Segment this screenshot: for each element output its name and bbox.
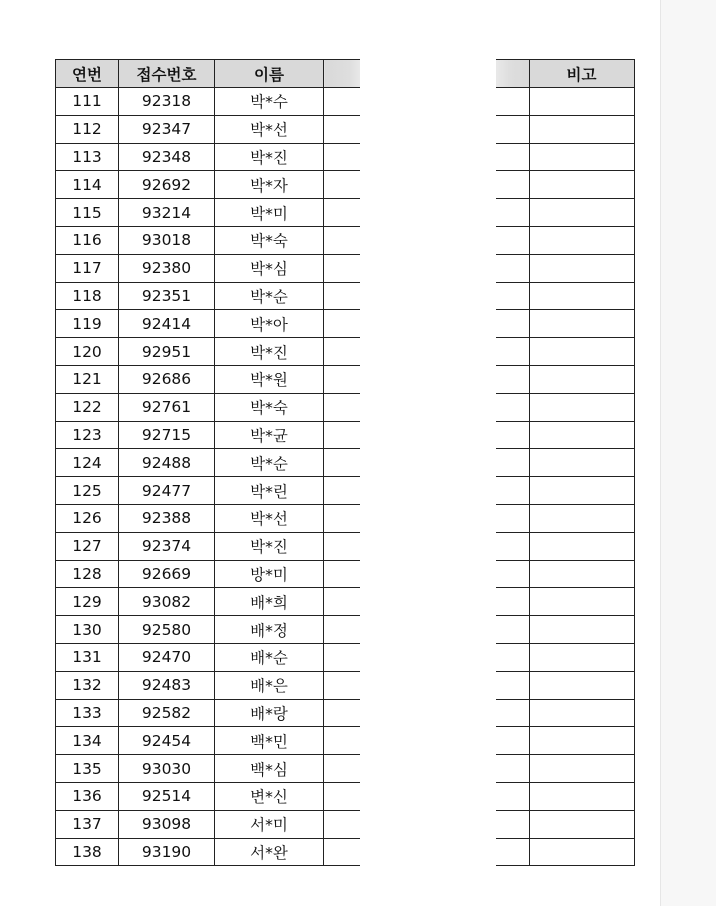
row-name-cell: 박*선	[215, 115, 324, 143]
row-receipt-no-cell: 92715	[119, 421, 215, 449]
header-seq: 연번	[56, 60, 119, 88]
applicant-table	[55, 59, 360, 866]
row-note-cell	[529, 88, 634, 116]
note-row	[496, 838, 634, 866]
row-truncated-cell	[496, 671, 529, 699]
row-seq-cell: 133	[56, 699, 119, 727]
row-note-cell	[529, 282, 634, 310]
row-truncated-cell	[324, 171, 360, 199]
row-note-cell	[529, 449, 634, 477]
note-table-body	[496, 88, 634, 866]
row-receipt-no-cell: 93030	[119, 755, 215, 783]
note-row	[496, 810, 634, 838]
row-receipt-no-cell: 92669	[119, 560, 215, 588]
row-note-cell	[529, 226, 634, 254]
note-row	[496, 616, 634, 644]
row-name-cell: 서*미	[215, 810, 324, 838]
table-row	[56, 504, 360, 532]
row-seq-cell: 129	[56, 588, 119, 616]
row-note-cell	[529, 143, 634, 171]
row-name-cell: 백*심	[215, 755, 324, 783]
row-truncated-cell	[324, 838, 360, 866]
row-receipt-no-cell: 92514	[119, 782, 215, 810]
table-row	[56, 643, 360, 671]
row-name-cell: 서*완	[215, 838, 324, 866]
row-truncated-cell	[496, 838, 529, 866]
table-row	[56, 838, 360, 866]
row-truncated-cell	[496, 421, 529, 449]
row-truncated-cell	[324, 588, 360, 616]
row-name-cell: 배*은	[215, 671, 324, 699]
row-note-cell	[529, 782, 634, 810]
note-row	[496, 310, 634, 338]
row-receipt-no-cell: 93214	[119, 199, 215, 227]
row-truncated-cell	[324, 671, 360, 699]
row-seq-cell: 125	[56, 477, 119, 505]
row-truncated-cell	[324, 199, 360, 227]
row-seq-cell: 134	[56, 727, 119, 755]
note-table	[496, 59, 635, 866]
row-note-cell	[529, 477, 634, 505]
row-name-cell: 배*희	[215, 588, 324, 616]
note-row	[496, 532, 634, 560]
table-row	[56, 199, 360, 227]
row-note-cell	[529, 532, 634, 560]
row-receipt-no-cell: 93018	[119, 226, 215, 254]
row-name-cell: 박*아	[215, 310, 324, 338]
row-receipt-no-cell: 93098	[119, 810, 215, 838]
row-truncated-cell	[496, 810, 529, 838]
row-name-cell: 박*순	[215, 449, 324, 477]
row-receipt-no-cell: 92348	[119, 143, 215, 171]
table-row	[56, 727, 360, 755]
row-note-cell	[529, 616, 634, 644]
note-row	[496, 171, 634, 199]
row-receipt-no-cell: 92488	[119, 449, 215, 477]
row-receipt-no-cell: 92477	[119, 477, 215, 505]
row-note-cell	[529, 393, 634, 421]
row-truncated-cell	[324, 532, 360, 560]
page-edge	[660, 0, 716, 906]
table-row	[56, 421, 360, 449]
table-header-row	[56, 60, 360, 88]
table-row	[56, 477, 360, 505]
row-truncated-cell	[324, 449, 360, 477]
row-receipt-no-cell: 92582	[119, 699, 215, 727]
header-note: 비고	[529, 60, 634, 88]
table-row	[56, 616, 360, 644]
row-truncated-cell	[324, 365, 360, 393]
note-row	[496, 282, 634, 310]
row-truncated-cell	[324, 560, 360, 588]
row-truncated-cell	[496, 727, 529, 755]
row-seq-cell: 135	[56, 755, 119, 783]
note-row	[496, 504, 634, 532]
table-row	[56, 560, 360, 588]
row-seq-cell: 127	[56, 532, 119, 560]
row-seq-cell: 117	[56, 254, 119, 282]
row-note-cell	[529, 365, 634, 393]
row-name-cell: 박*균	[215, 421, 324, 449]
table-row	[56, 282, 360, 310]
note-row	[496, 393, 634, 421]
row-truncated-cell	[324, 115, 360, 143]
row-truncated-cell	[324, 338, 360, 366]
row-receipt-no-cell: 92761	[119, 393, 215, 421]
row-truncated-cell	[324, 143, 360, 171]
row-truncated-cell	[324, 616, 360, 644]
row-seq-cell: 120	[56, 338, 119, 366]
row-note-cell	[529, 171, 634, 199]
row-receipt-no-cell: 92388	[119, 504, 215, 532]
row-truncated-cell	[496, 199, 529, 227]
row-seq-cell: 111	[56, 88, 119, 116]
row-truncated-cell	[496, 254, 529, 282]
row-receipt-no-cell: 92470	[119, 643, 215, 671]
row-name-cell: 배*순	[215, 643, 324, 671]
row-receipt-no-cell: 92483	[119, 671, 215, 699]
row-seq-cell: 122	[56, 393, 119, 421]
note-row	[496, 254, 634, 282]
row-note-cell	[529, 643, 634, 671]
row-receipt-no-cell: 92380	[119, 254, 215, 282]
row-note-cell	[529, 338, 634, 366]
row-truncated-cell	[496, 504, 529, 532]
row-note-cell	[529, 671, 634, 699]
row-truncated-cell	[496, 699, 529, 727]
row-name-cell: 박*순	[215, 282, 324, 310]
row-receipt-no-cell: 92347	[119, 115, 215, 143]
row-name-cell: 변*신	[215, 782, 324, 810]
header-truncated-column	[496, 60, 529, 88]
row-truncated-cell	[324, 393, 360, 421]
table-row	[56, 449, 360, 477]
row-name-cell: 박*원	[215, 365, 324, 393]
row-name-cell: 박*린	[215, 477, 324, 505]
row-receipt-no-cell: 92454	[119, 727, 215, 755]
row-truncated-cell	[496, 365, 529, 393]
row-name-cell: 박*선	[215, 504, 324, 532]
row-seq-cell: 115	[56, 199, 119, 227]
row-truncated-cell	[496, 226, 529, 254]
table-row	[56, 393, 360, 421]
row-seq-cell: 132	[56, 671, 119, 699]
row-note-cell	[529, 560, 634, 588]
row-seq-cell: 128	[56, 560, 119, 588]
row-note-cell	[529, 699, 634, 727]
row-seq-cell: 121	[56, 365, 119, 393]
row-note-cell	[529, 421, 634, 449]
row-seq-cell: 136	[56, 782, 119, 810]
row-name-cell: 배*정	[215, 616, 324, 644]
note-row	[496, 782, 634, 810]
row-note-cell	[529, 199, 634, 227]
header-name: 이름	[215, 60, 324, 88]
row-truncated-cell	[324, 226, 360, 254]
row-receipt-no-cell: 92374	[119, 532, 215, 560]
table-row	[56, 310, 360, 338]
row-name-cell: 박*미	[215, 199, 324, 227]
table-row	[56, 810, 360, 838]
note-row	[496, 727, 634, 755]
note-row	[496, 88, 634, 116]
row-receipt-no-cell: 92414	[119, 310, 215, 338]
row-seq-cell: 114	[56, 171, 119, 199]
row-name-cell: 박*진	[215, 338, 324, 366]
note-header-row	[496, 60, 634, 88]
row-truncated-cell	[324, 421, 360, 449]
row-truncated-cell	[324, 504, 360, 532]
header-receipt-no: 접수번호	[119, 60, 215, 88]
row-seq-cell: 112	[56, 115, 119, 143]
row-truncated-cell	[324, 254, 360, 282]
row-seq-cell: 126	[56, 504, 119, 532]
note-row	[496, 643, 634, 671]
note-row	[496, 699, 634, 727]
row-truncated-cell	[496, 282, 529, 310]
row-receipt-no-cell: 92318	[119, 88, 215, 116]
row-note-cell	[529, 755, 634, 783]
row-seq-cell: 124	[56, 449, 119, 477]
row-note-cell	[529, 727, 634, 755]
row-note-cell	[529, 310, 634, 338]
row-note-cell	[529, 115, 634, 143]
row-truncated-cell	[324, 782, 360, 810]
note-row	[496, 421, 634, 449]
row-truncated-cell	[324, 282, 360, 310]
row-truncated-cell	[324, 88, 360, 116]
row-name-cell: 박*자	[215, 171, 324, 199]
note-row	[496, 226, 634, 254]
row-receipt-no-cell: 92692	[119, 171, 215, 199]
row-name-cell: 박*심	[215, 254, 324, 282]
table-row	[56, 254, 360, 282]
table-row	[56, 782, 360, 810]
row-receipt-no-cell: 92951	[119, 338, 215, 366]
row-seq-cell: 113	[56, 143, 119, 171]
note-row	[496, 115, 634, 143]
row-truncated-cell	[496, 782, 529, 810]
row-note-cell	[529, 838, 634, 866]
row-receipt-no-cell: 92580	[119, 616, 215, 644]
note-row	[496, 199, 634, 227]
row-name-cell: 배*랑	[215, 699, 324, 727]
table-row	[56, 365, 360, 393]
row-truncated-cell	[324, 477, 360, 505]
row-name-cell: 박*수	[215, 88, 324, 116]
note-row	[496, 588, 634, 616]
row-truncated-cell	[496, 88, 529, 116]
table-row	[56, 755, 360, 783]
row-truncated-cell	[496, 560, 529, 588]
note-row	[496, 449, 634, 477]
row-note-cell	[529, 254, 634, 282]
note-row	[496, 338, 634, 366]
table-row	[56, 532, 360, 560]
table-row	[56, 699, 360, 727]
table-row	[56, 88, 360, 116]
table-row	[56, 338, 360, 366]
note-row	[496, 143, 634, 171]
row-receipt-no-cell: 93082	[119, 588, 215, 616]
row-seq-cell: 119	[56, 310, 119, 338]
row-truncated-cell	[496, 115, 529, 143]
row-truncated-cell	[324, 310, 360, 338]
table-row	[56, 171, 360, 199]
row-seq-cell: 116	[56, 226, 119, 254]
row-truncated-cell	[496, 532, 529, 560]
note-row	[496, 671, 634, 699]
row-note-cell	[529, 504, 634, 532]
row-truncated-cell	[496, 449, 529, 477]
note-row	[496, 477, 634, 505]
row-truncated-cell	[496, 393, 529, 421]
row-truncated-cell	[496, 755, 529, 783]
row-truncated-cell	[496, 477, 529, 505]
row-name-cell: 방*미	[215, 560, 324, 588]
table-row	[56, 588, 360, 616]
row-note-cell	[529, 588, 634, 616]
row-seq-cell: 130	[56, 616, 119, 644]
row-name-cell: 백*민	[215, 727, 324, 755]
row-note-cell	[529, 810, 634, 838]
note-row	[496, 365, 634, 393]
row-name-cell: 박*숙	[215, 393, 324, 421]
row-seq-cell: 123	[56, 421, 119, 449]
table-row	[56, 143, 360, 171]
note-row	[496, 560, 634, 588]
row-truncated-cell	[324, 727, 360, 755]
row-seq-cell: 138	[56, 838, 119, 866]
note-row	[496, 755, 634, 783]
row-truncated-cell	[324, 810, 360, 838]
row-truncated-cell	[324, 755, 360, 783]
row-truncated-cell	[496, 171, 529, 199]
row-truncated-cell	[496, 338, 529, 366]
row-seq-cell: 131	[56, 643, 119, 671]
row-seq-cell: 137	[56, 810, 119, 838]
row-name-cell: 박*진	[215, 532, 324, 560]
row-name-cell: 박*숙	[215, 226, 324, 254]
row-receipt-no-cell: 92686	[119, 365, 215, 393]
row-receipt-no-cell: 92351	[119, 282, 215, 310]
table-row	[56, 226, 360, 254]
applicant-table-body	[56, 88, 360, 866]
header-truncated-column	[324, 60, 360, 88]
row-truncated-cell	[496, 588, 529, 616]
row-truncated-cell	[324, 699, 360, 727]
table-row	[56, 115, 360, 143]
row-name-cell: 박*진	[215, 143, 324, 171]
row-truncated-cell	[496, 143, 529, 171]
row-seq-cell: 118	[56, 282, 119, 310]
table-row	[56, 671, 360, 699]
row-truncated-cell	[496, 616, 529, 644]
row-receipt-no-cell: 93190	[119, 838, 215, 866]
row-truncated-cell	[324, 643, 360, 671]
row-truncated-cell	[496, 643, 529, 671]
row-truncated-cell	[496, 310, 529, 338]
